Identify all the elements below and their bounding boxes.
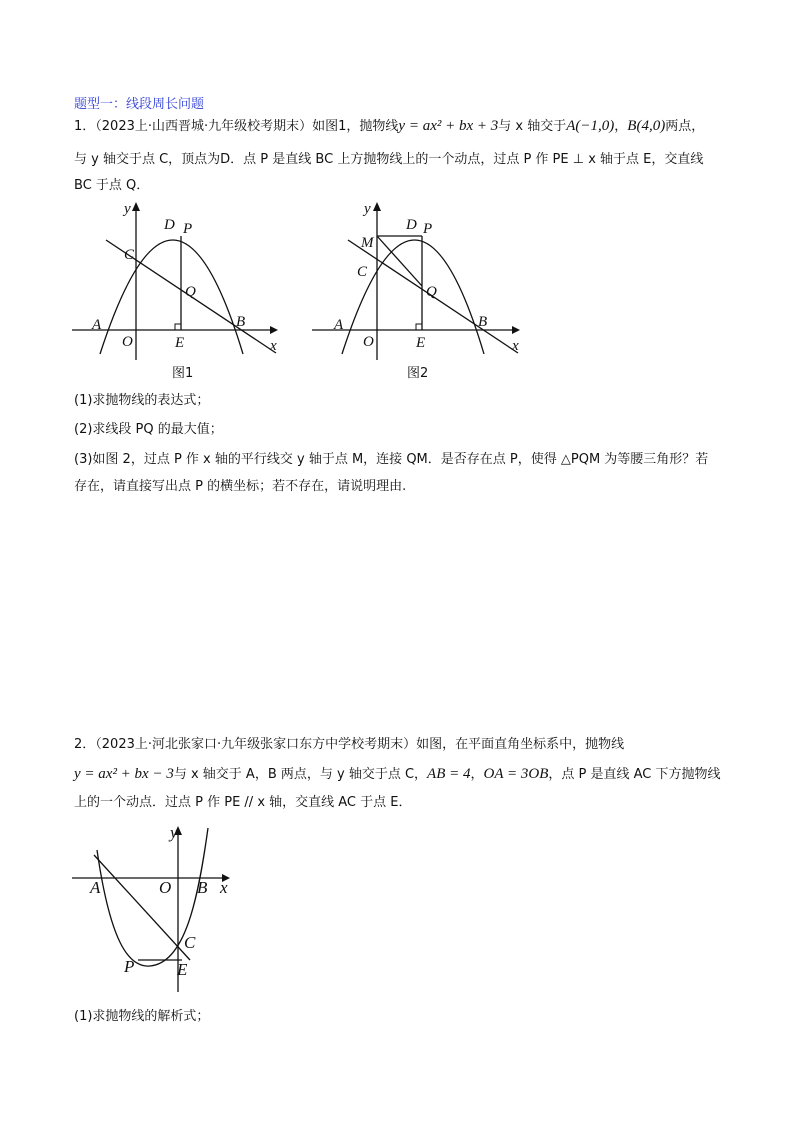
separator: ，	[470, 767, 484, 782]
point-a-coord: A(−1,0)	[566, 118, 615, 134]
label-a: A	[334, 317, 344, 333]
right-angle-mark	[416, 324, 422, 330]
label-b: B	[478, 314, 488, 330]
label-e: E	[416, 335, 426, 351]
label-c: C	[124, 247, 135, 263]
label-q: Q	[426, 284, 437, 300]
label-x: x	[220, 878, 228, 897]
question-2-line-2	[74, 765, 720, 784]
figure-3	[70, 820, 240, 995]
parabola-equation: y = ax² + bx + 3	[398, 118, 499, 134]
label-d: D	[406, 217, 417, 233]
question-number: 2．	[74, 737, 96, 752]
figure-2	[306, 196, 528, 386]
label-a: A	[92, 317, 102, 333]
label-d: D	[164, 217, 175, 233]
label-o: O	[159, 878, 172, 897]
condition-ab: AB = 4	[427, 766, 471, 782]
figure-2-caption: 图2	[407, 366, 429, 381]
parabola-equation: y = ax² + bx − 3	[74, 766, 174, 782]
question-source: （2023上·山西晋城·九年级校考期末）	[95, 119, 313, 134]
question-text: 如图，在平面直角坐标系中，抛物线	[416, 737, 625, 752]
label-q: Q	[185, 284, 196, 300]
y-axis-arrow	[132, 202, 140, 211]
question-text: 如图1，抛物线	[312, 119, 399, 134]
separator: ，	[614, 119, 628, 134]
x-axis-arrow	[512, 326, 520, 334]
x-axis-arrow	[270, 326, 278, 334]
label-y: y	[124, 201, 131, 217]
point-b-coord: B(4,0)	[627, 118, 666, 134]
label-a: A	[90, 878, 101, 897]
question-source: （2023上·河北张家口·九年级张家口东方中学校考期末）	[95, 737, 417, 752]
label-e: E	[177, 960, 188, 979]
label-o: O	[363, 334, 374, 350]
question-2-line-1	[74, 736, 624, 754]
question-1-line-2: 与 y 轴交于点 C，顶点为D．点 P 是直线 BC 上方抛物线上的一个动点，过点 P 作 PE ⊥ x 轴于点 E，交直线	[74, 152, 704, 167]
label-o: O	[122, 334, 133, 350]
label-x: x	[512, 338, 519, 354]
question-text: 与 x 轴交于 A，B 两点，与 y 轴交于点 C，	[173, 767, 428, 782]
question-text: 两点，	[665, 119, 705, 134]
figure-1	[66, 196, 286, 386]
label-c: C	[357, 264, 368, 280]
right-angle-mark	[175, 324, 181, 330]
y-axis-arrow	[373, 202, 381, 211]
question-1-line-1	[74, 117, 704, 136]
label-m: M	[361, 235, 374, 251]
label-x: x	[270, 338, 277, 354]
question-2-part-1: (1)求抛物线的解析式；	[74, 1009, 210, 1024]
label-y: y	[364, 201, 371, 217]
question-text: ，点 P 是直线 AC 下方抛物线	[548, 767, 721, 782]
question-2-line-3: 上的一个动点．过点 P 作 PE // x 轴，交直线 AC 于点 E．	[74, 795, 412, 810]
figure-1-caption: 图1	[172, 366, 194, 381]
label-p: P	[124, 957, 135, 976]
question-1-part-2: (2)求线段 PQ 的最大值；	[74, 422, 223, 437]
label-y: y	[170, 823, 178, 842]
label-e: E	[175, 335, 185, 351]
question-number: 1．	[74, 119, 96, 134]
label-p: P	[423, 221, 433, 237]
label-b: B	[236, 314, 246, 330]
condition-oa: OA = 3OB	[483, 766, 549, 782]
question-1-line-3: BC 于点 Q．	[74, 178, 150, 193]
label-p: P	[183, 221, 193, 237]
question-text: 与 x 轴交于	[498, 119, 567, 134]
question-1-part-3-line-1: (3)如图 2，过点 P 作 x 轴的平行线交 y 轴于点 M，连接 QM．是否存在点 P，使得 △PQM 为等腰三角形？若	[74, 452, 709, 467]
section-title: 题型一：线段周长问题	[74, 97, 205, 112]
question-1-part-1: (1)求抛物线的表达式；	[74, 393, 210, 408]
question-1-part-3-line-2: 存在，请直接写出点 P 的横坐标；若不存在，请说明理由.	[74, 479, 407, 494]
label-c: C	[184, 933, 196, 952]
label-b: B	[197, 878, 208, 897]
